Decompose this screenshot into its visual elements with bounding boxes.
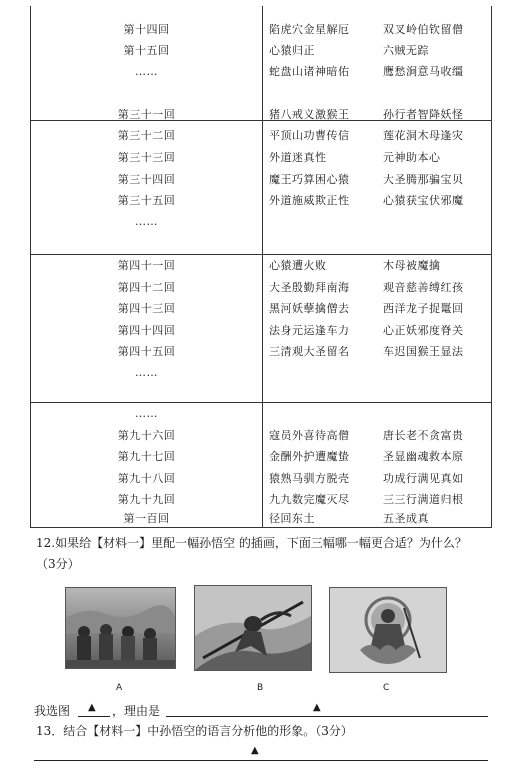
chapter-title-first: 九九数完魔灭尽 — [269, 493, 350, 506]
table-row-divider — [31, 402, 491, 403]
chapter-number: 第四十一回 — [117, 259, 176, 272]
answer-choice-blank[interactable] — [78, 716, 110, 717]
answer-prefix: 我选图 — [34, 704, 71, 718]
table-row — [31, 321, 491, 341]
illustration-a[interactable] — [65, 587, 176, 669]
chapter-number: …… — [135, 215, 158, 228]
table-row — [31, 212, 491, 232]
chapter-title-second: 观音慈善缚红孩 — [383, 281, 464, 294]
table-row — [31, 469, 491, 489]
chapter-title-first: 寇员外喜待高僧 — [269, 429, 350, 442]
chapter-title-first: 陷虎穴金星解厄 — [269, 23, 350, 36]
table-row — [31, 191, 491, 211]
chapter-title-first: 黑河妖孽擒僧去 — [269, 302, 350, 315]
chapter-title-second: 双叉岭伯钦留僧 — [383, 23, 464, 36]
chapter-title-first: 猪八戒义激猴王 — [269, 108, 350, 121]
chapter-number: 第四十四回 — [117, 324, 176, 337]
chapter-title-first: 径回东土 — [269, 512, 315, 525]
table-row — [31, 342, 491, 362]
chapter-number: 第四十二回 — [117, 281, 176, 294]
chapter-number: 第九十九回 — [117, 493, 176, 506]
chapter-number: 第三十五回 — [117, 194, 176, 207]
table-row — [31, 41, 491, 61]
chapter-title-second: 圣显幽魂救本原 — [383, 450, 464, 463]
chapter-title-second: 车迟国猴王显法 — [383, 345, 464, 358]
chapter-number: …… — [135, 407, 158, 420]
chapter-title-second: 六贼无踪 — [383, 44, 429, 57]
illustration-c[interactable] — [329, 587, 447, 673]
question-12-score: （3分） — [36, 557, 80, 571]
chapter-title-second: 木母被魔擒 — [383, 259, 441, 272]
chapter-title-second: 唐长老不贪富贵 — [383, 429, 464, 442]
chapter-number: 第一百回 — [123, 512, 170, 525]
question-12-text: 12.如果给【材料一】里配一幅孙悟空 的插画，下面三幅哪一幅更合适？为什么？ — [36, 536, 467, 550]
table-row — [31, 148, 491, 168]
chapter-title-second: 大圣腾那骗宝贝 — [383, 173, 464, 186]
chapter-number: 第十五回 — [123, 44, 170, 57]
illustration-a-label: A — [116, 683, 123, 693]
table-row — [31, 20, 491, 40]
illustration-c-image — [330, 588, 446, 672]
table-row — [31, 299, 491, 319]
chapter-number: 第四十五回 — [117, 345, 176, 358]
table-row — [31, 126, 491, 146]
illustration-b-image — [195, 586, 311, 670]
answer-reason-blank[interactable] — [166, 716, 488, 717]
chapter-number: 第三十四回 — [117, 173, 176, 186]
chapter-title-first: 外道施威欺正性 — [269, 194, 350, 207]
table-row — [31, 404, 491, 424]
chapter-number: 第十四回 — [123, 23, 170, 36]
table-row — [31, 426, 491, 446]
answer-reason-mark: ▲ — [313, 702, 321, 713]
chapter-number: 第九十六回 — [117, 429, 176, 442]
chapter-title-second: 孙行者智降妖怪 — [383, 108, 464, 121]
chapter-number: 第九十七回 — [117, 450, 176, 463]
chapter-title-first: 蛇盘山诸神暗佑 — [269, 65, 350, 78]
answer-choice-mark: ▲ — [88, 702, 96, 713]
chapter-title-second: 鹰愁涧意马收缰 — [383, 65, 464, 78]
table-row — [31, 363, 491, 383]
chapter-number: 第三十三回 — [117, 151, 176, 164]
chapter-number: …… — [135, 366, 158, 379]
table-row — [31, 105, 491, 125]
chapter-title-second: 心猿获宝伏邪魔 — [383, 194, 464, 207]
table-row — [31, 447, 491, 467]
chapter-number: 第三十一回 — [117, 108, 176, 121]
chapter-title-first: 猿熟马驯方脱壳 — [269, 472, 350, 485]
chapter-title-first: 平顶山功曹传信 — [269, 129, 350, 142]
chapter-title-first: 心猿归正 — [269, 44, 315, 57]
answer-13-mark: ▲ — [251, 745, 259, 756]
table-row — [31, 170, 491, 190]
illustration-b-label: B — [257, 683, 264, 693]
chapter-title-first: 法身元运逢车力 — [269, 324, 350, 337]
illustration-b[interactable] — [194, 585, 312, 671]
chapter-title-second: 莲花洞木母逢灾 — [383, 129, 464, 142]
answer-13-blank[interactable] — [34, 760, 488, 761]
chapter-title-first: 魔王巧算困心猿 — [269, 173, 350, 186]
chapter-title-first: 三清观大圣留名 — [269, 345, 350, 358]
chapter-number: 第三十二回 — [117, 129, 176, 142]
answer-reason-label: ，理由是 — [112, 704, 161, 718]
table-row — [31, 62, 491, 82]
chapter-title-second: 功成行满见真如 — [383, 472, 464, 485]
chapter-title-second: 元神助本心 — [383, 151, 441, 164]
table-row — [31, 490, 491, 510]
illustration-a-image — [66, 588, 175, 668]
chapter-title-first: 金酬外护遭魔蛰 — [269, 450, 350, 463]
table-row-divider — [31, 254, 491, 255]
chapter-number: …… — [135, 65, 158, 78]
chapter-title-second: 三三行满道归根 — [383, 493, 464, 506]
table-row — [31, 509, 491, 529]
chapter-title-second: 五圣成真 — [383, 512, 429, 525]
question-13-text: 13．结合【材料一】中孙悟空的语言分析他的形象。（3分） — [36, 724, 353, 738]
illustration-c-label: C — [383, 683, 390, 693]
chapter-title-second: 西洋龙子捉鼍回 — [383, 302, 464, 315]
chapter-title-second: 心正妖邪度脊关 — [383, 324, 464, 337]
chapter-number: 第四十三回 — [117, 302, 176, 315]
chapter-number: 第九十八回 — [117, 472, 176, 485]
chapter-title-first: 心猿遭火败 — [269, 259, 327, 272]
chapter-table — [30, 6, 492, 528]
table-row — [31, 278, 491, 298]
chapter-title-first: 大圣殷勤拜南海 — [269, 281, 350, 294]
chapter-title-first: 外道迷真性 — [269, 151, 327, 164]
table-row — [31, 256, 491, 276]
